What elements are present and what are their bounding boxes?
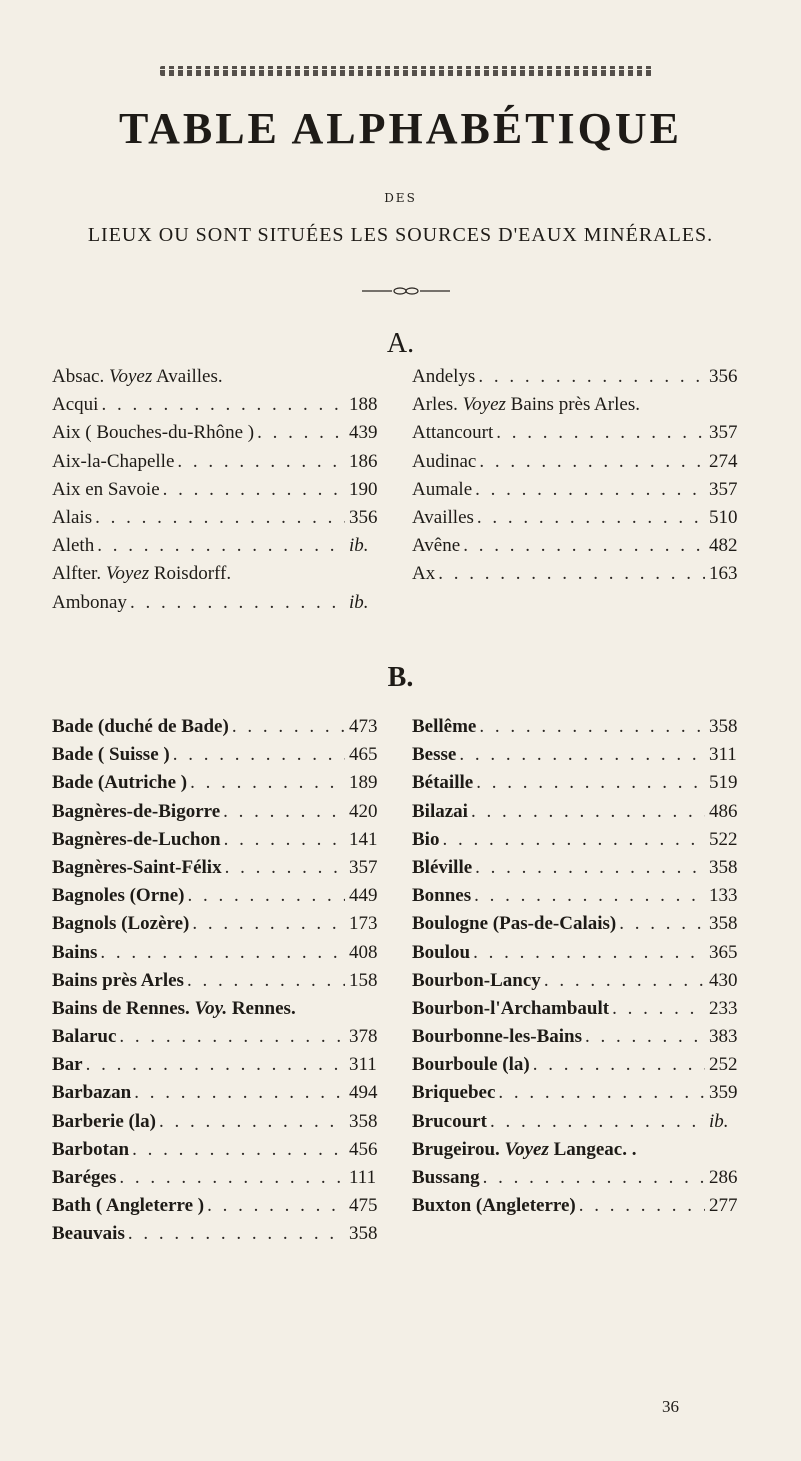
entry-name: Baréges — [52, 1167, 117, 1188]
leader-dots — [479, 451, 705, 473]
entry-page: ib. — [349, 591, 369, 613]
leader-dots — [134, 1082, 345, 1104]
entry-page: 408 — [349, 941, 378, 963]
leader-dots — [475, 479, 705, 501]
see-reference: Voy. — [194, 997, 228, 1019]
entry-name: Ambonay — [52, 591, 127, 613]
entry-page: 519 — [709, 772, 738, 794]
entry-page: 358 — [349, 1110, 378, 1132]
entry-page: 356 — [709, 366, 738, 387]
entry-name: Barbotan — [52, 1138, 130, 1160]
index-entry — [412, 744, 747, 772]
index-entry — [52, 366, 387, 394]
entry-name: Bétaille — [412, 772, 474, 794]
entry-name: Bussang — [412, 1167, 480, 1188]
entry-name: Barberie (la) — [52, 1110, 156, 1132]
entry-page: 358 — [709, 913, 738, 935]
entry-page: 359 — [709, 1082, 738, 1104]
entry-name: Ax — [412, 563, 436, 585]
index-entry — [52, 998, 387, 1026]
entry-name: Bagnères-de-Bigorre — [52, 800, 221, 822]
entry-name: Bléville — [412, 856, 473, 878]
index-entry — [412, 1195, 747, 1223]
leader-dots — [130, 592, 345, 614]
index-entry — [52, 1082, 387, 1110]
entry-page: 357 — [709, 478, 738, 500]
leader-dots — [119, 1167, 345, 1189]
index-entry — [52, 394, 387, 422]
entry-page: ib. — [709, 1110, 729, 1132]
entry-name: Bonnes — [412, 885, 472, 907]
entry-page: 190 — [349, 478, 378, 500]
section-letter-b: B. — [387, 662, 414, 693]
index-entry — [52, 857, 387, 885]
entry-name: Aleth — [52, 535, 95, 557]
entry-page: 456 — [349, 1138, 378, 1160]
entry-page: 358 — [709, 856, 738, 878]
header-ornament — [160, 66, 652, 76]
index-entry — [52, 1223, 387, 1251]
entry-name: Bade ( Suisse ) — [52, 744, 170, 766]
leader-dots — [483, 1167, 705, 1189]
entry-page: 173 — [349, 913, 378, 935]
entry-page: 186 — [349, 450, 378, 472]
entry-page: 365 — [709, 941, 738, 963]
entry-page: 449 — [349, 885, 378, 907]
entry-page: 383 — [709, 1026, 738, 1048]
entry-name: Brugeirou. Voyez Langeac. . — [412, 1138, 637, 1160]
leader-dots — [100, 942, 345, 964]
leader-dots — [159, 1111, 345, 1133]
index-entry — [52, 1054, 387, 1082]
leader-dots — [475, 857, 705, 879]
leader-dots — [478, 366, 705, 388]
section-b-left-column — [52, 716, 387, 1252]
see-reference: Voyez — [462, 394, 506, 416]
entry-name: Attancourt — [412, 422, 494, 444]
entry-page: 357 — [349, 856, 378, 878]
index-entry — [52, 451, 387, 479]
index-entry — [412, 913, 747, 941]
index-entry — [412, 829, 747, 857]
index-entry — [412, 1139, 747, 1167]
entry-name: Bains — [52, 941, 98, 963]
leader-dots — [95, 507, 345, 529]
index-entry — [52, 772, 387, 800]
entry-page: 311 — [349, 1054, 377, 1076]
entry-name: Barbazan — [52, 1082, 132, 1104]
entry-page: 189 — [349, 772, 378, 794]
entry-name: Bar — [52, 1054, 83, 1076]
index-entry — [412, 857, 747, 885]
entry-name: Bourbonne-les-Bains — [412, 1026, 582, 1048]
leader-dots — [533, 1054, 705, 1076]
leader-dots — [471, 801, 705, 823]
entry-page: 522 — [709, 828, 738, 850]
leader-dots — [438, 563, 705, 585]
entry-name: Andelys — [412, 366, 476, 387]
leader-dots — [187, 970, 345, 992]
leader-dots — [86, 1054, 345, 1076]
leader-dots — [479, 716, 705, 738]
section-b-right-column — [412, 716, 747, 1223]
index-entry — [52, 942, 387, 970]
entry-name: Avêne — [412, 535, 461, 557]
entry-name: Buxton (Angleterre) — [412, 1195, 576, 1217]
leader-dots — [119, 1026, 345, 1048]
leader-dots — [97, 535, 345, 557]
entry-name: Alfter. Voyez Roisdorff. — [52, 563, 232, 585]
index-entry — [412, 716, 747, 744]
leader-dots — [474, 885, 705, 907]
entry-name: Acqui — [52, 394, 99, 416]
index-entry — [412, 563, 747, 591]
entry-name: Bath ( Angleterre ) — [52, 1195, 205, 1217]
entry-name: Aumale — [412, 478, 473, 500]
entry-page: 473 — [349, 716, 378, 737]
entry-page: 233 — [709, 997, 738, 1019]
leader-dots — [224, 829, 345, 851]
entry-name: Bagnères-de-Luchon — [52, 828, 221, 850]
entry-page: 378 — [349, 1026, 378, 1048]
index-entry — [52, 1195, 387, 1223]
entry-name: Aix ( Bouches-du-Rhône ) — [52, 422, 255, 444]
leader-dots — [232, 716, 345, 738]
entry-page: 311 — [709, 744, 737, 766]
index-entry — [412, 1082, 747, 1110]
index-entry — [52, 716, 387, 744]
entry-name: Bains de Rennes. Voy. Rennes. — [52, 997, 296, 1019]
entry-page: 465 — [349, 744, 378, 766]
index-entry — [52, 1139, 387, 1167]
entry-page: 356 — [349, 506, 378, 528]
index-entry — [52, 479, 387, 507]
leader-dots — [190, 772, 345, 794]
index-entry — [412, 1054, 747, 1082]
entry-name: Absac. Voyez Availles. — [52, 366, 223, 387]
leader-dots — [177, 451, 345, 473]
entry-page: 482 — [709, 535, 738, 557]
leader-dots — [619, 913, 705, 935]
see-reference: Voyez — [504, 1138, 549, 1160]
section-a-left-column — [52, 366, 387, 620]
leader-dots — [225, 857, 345, 879]
index-entry — [52, 1111, 387, 1139]
leader-dots — [544, 970, 705, 992]
entry-page: 439 — [349, 422, 378, 444]
leader-dots — [496, 422, 705, 444]
entry-page: 274 — [709, 450, 738, 472]
entry-page: 141 — [349, 828, 378, 850]
leader-dots — [101, 394, 345, 416]
see-reference: Voyez — [105, 563, 150, 585]
section-a-right-column — [412, 366, 747, 592]
leader-dots — [459, 744, 705, 766]
leader-dots — [187, 885, 345, 907]
leader-dots — [585, 1026, 705, 1048]
leader-dots — [477, 507, 705, 529]
entry-page: 357 — [709, 422, 738, 444]
entry-name: Alais — [52, 506, 93, 528]
leader-dots — [192, 913, 345, 935]
entry-page: 111 — [349, 1167, 377, 1188]
page-subtitle: LIEUX OU SONT SITUÉES LES SOURCES D'EAUX MINÉRALES. — [87, 224, 714, 246]
entry-page: ib. — [349, 535, 369, 557]
leader-dots — [132, 1139, 345, 1161]
index-entry — [52, 801, 387, 829]
entry-page: 420 — [349, 800, 378, 822]
entry-name: Bagnols (Lozère) — [52, 913, 190, 935]
entry-name: Briquebec — [412, 1082, 496, 1104]
index-entry — [52, 829, 387, 857]
leader-dots — [207, 1195, 345, 1217]
entry-name: Audinac — [412, 450, 477, 472]
leader-dots — [257, 422, 345, 444]
index-entry — [52, 507, 387, 535]
entry-page: 494 — [349, 1082, 378, 1104]
entry-name: Bio — [412, 828, 440, 850]
index-entry — [412, 970, 747, 998]
entry-page: 286 — [709, 1167, 738, 1188]
leader-dots — [442, 829, 705, 851]
page-number: 36 — [662, 1397, 679, 1416]
index-entry — [412, 507, 747, 535]
index-entry — [52, 970, 387, 998]
entry-name: Boulou — [412, 941, 471, 963]
index-entry — [52, 535, 387, 563]
entry-page: 358 — [709, 716, 738, 737]
index-entry — [412, 479, 747, 507]
leader-dots — [498, 1082, 705, 1104]
leader-dots — [473, 942, 705, 964]
entry-page: 252 — [709, 1054, 738, 1076]
index-entry — [412, 801, 747, 829]
title-connector: DES — [384, 191, 417, 205]
leader-dots — [173, 744, 345, 766]
entry-name: Bagnoles (Orne) — [52, 885, 185, 907]
entry-page: 277 — [709, 1195, 738, 1217]
index-entry — [52, 592, 387, 620]
index-entry — [412, 1026, 747, 1054]
entry-page: 510 — [709, 506, 738, 528]
entry-name: Bourbon-l'Archambault — [412, 997, 610, 1019]
index-entry — [412, 885, 747, 913]
leader-dots — [579, 1195, 705, 1217]
leader-dots — [163, 479, 345, 501]
index-entry — [412, 1111, 747, 1139]
entry-page: 430 — [709, 969, 738, 991]
divider-ornament — [362, 287, 450, 295]
index-entry — [412, 451, 747, 479]
index-entry — [412, 998, 747, 1026]
index-entry — [412, 772, 747, 800]
index-entry — [412, 422, 747, 450]
entry-name: Balaruc — [52, 1026, 117, 1048]
entry-name: Bellême — [412, 716, 477, 737]
index-entry — [412, 535, 747, 563]
entry-name: Beauvais — [52, 1223, 125, 1245]
leader-dots — [128, 1223, 345, 1245]
entry-name: Bourbon-Lancy — [412, 969, 541, 991]
index-entry — [52, 913, 387, 941]
entry-page: 163 — [709, 563, 738, 585]
entry-name: Bade (duché de Bade) — [52, 716, 229, 737]
leader-dots — [490, 1111, 705, 1133]
index-entry — [412, 366, 747, 394]
index-entry — [52, 1026, 387, 1054]
leader-dots — [612, 998, 705, 1020]
entry-page: 133 — [709, 885, 738, 907]
entry-page: 188 — [349, 394, 378, 416]
index-entry — [412, 394, 747, 422]
entry-name: Bourboule (la) — [412, 1054, 530, 1076]
index-entry — [52, 744, 387, 772]
see-reference: Voyez — [108, 366, 153, 387]
entry-name: Besse — [412, 744, 457, 766]
entry-name: Availles — [412, 506, 474, 528]
page-title: TABLE ALPHABÉTIQUE — [119, 104, 682, 153]
entry-name: Arles. Voyez Bains près Arles. — [412, 394, 640, 416]
entry-name: Bagnères-Saint-Félix — [52, 856, 222, 878]
entry-page: 486 — [709, 800, 738, 822]
entry-name: Brucourt — [412, 1110, 487, 1132]
index-entry — [52, 563, 387, 591]
entry-name: Bade (Autriche ) — [52, 772, 188, 794]
entry-name: Bains près Arles — [52, 969, 184, 991]
index-entry — [52, 1167, 387, 1195]
entry-name: Bilazai — [412, 800, 468, 822]
entry-page: 358 — [349, 1223, 378, 1245]
entry-page: 158 — [349, 969, 378, 991]
index-entry — [52, 422, 387, 450]
section-letter-a: A. — [386, 328, 415, 359]
leader-dots — [476, 772, 705, 794]
leader-dots — [463, 535, 705, 557]
index-entry — [412, 942, 747, 970]
index-entry — [52, 885, 387, 913]
entry-name: Aix en Savoie — [52, 478, 160, 500]
entry-name: Aix-la-Chapelle — [52, 450, 175, 472]
entry-page: 475 — [349, 1195, 378, 1217]
leader-dots — [223, 801, 345, 823]
entry-name: Boulogne (Pas-de-Calais) — [412, 913, 617, 935]
index-entry — [412, 1167, 747, 1195]
